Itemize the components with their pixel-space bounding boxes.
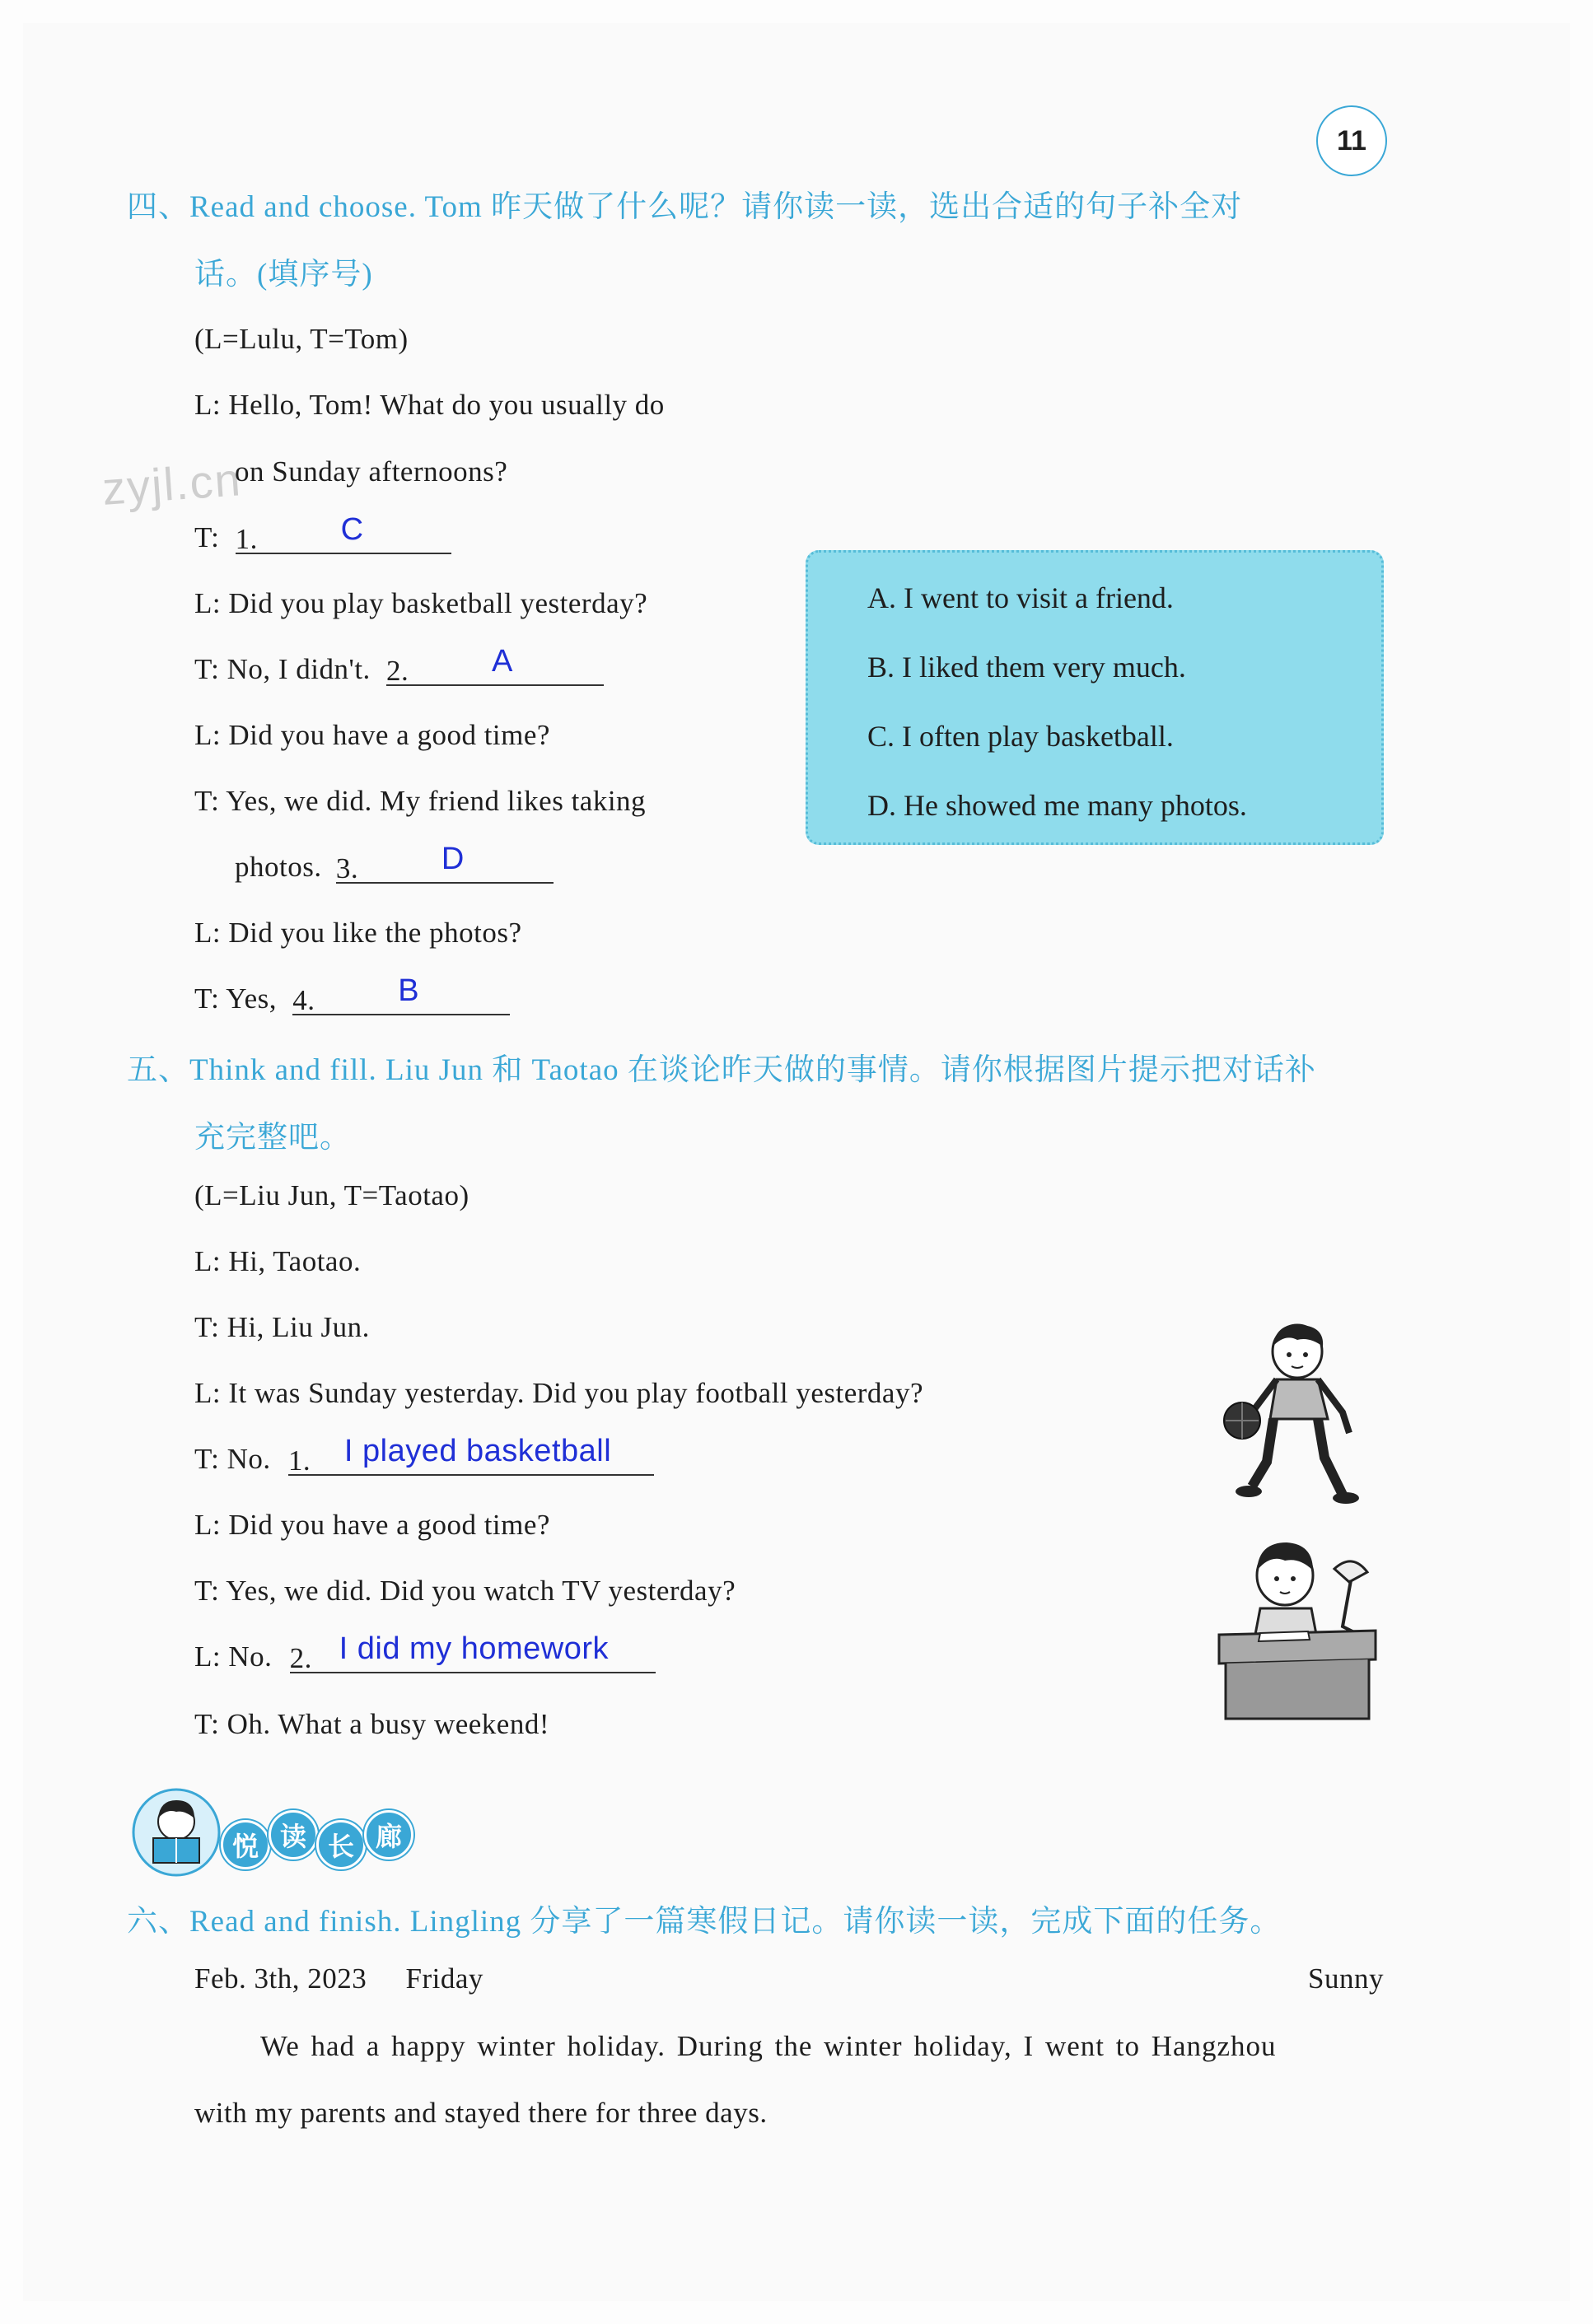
watermark: zyjl.cn bbox=[100, 453, 244, 515]
answer-1: C bbox=[340, 512, 364, 547]
s5-line-2: T: Hi, Liu Jun. bbox=[194, 1311, 370, 1343]
section4-title-line1: 四、Read and choose. Tom 昨天做了什么呢？请你读一读，选出合适的句子补全对 bbox=[127, 190, 1243, 224]
blank-label: 2. bbox=[289, 1642, 312, 1674]
answer-s5-2: I did my homework bbox=[339, 1631, 610, 1666]
line-text: photos. bbox=[235, 851, 322, 883]
banner-letter-2: 读 bbox=[269, 1810, 318, 1860]
option-b: B. I liked them very much. bbox=[867, 651, 1186, 684]
diary-paragraph-line2: with my parents and stayed there for three days. bbox=[194, 2097, 768, 2129]
answer-2: A bbox=[492, 644, 513, 679]
answer-blank-s5-2[interactable] bbox=[289, 1631, 656, 1674]
s5-line-4 bbox=[194, 1434, 654, 1477]
reading-boy-icon bbox=[130, 1787, 222, 1878]
blank-label: 4. bbox=[292, 984, 315, 1016]
s4-line-6: L: Did you have a good time? bbox=[194, 719, 550, 751]
section4-title-line2: 话。(填序号) bbox=[194, 258, 373, 292]
banner-letter-1: 悦 bbox=[221, 1820, 270, 1869]
options-box bbox=[806, 550, 1384, 845]
section6-title: 六、Read and finish. Lingling 分享了一篇寒假日记。请你读一读，完成下面的任务。 bbox=[127, 1905, 1282, 1939]
answer-3: D bbox=[441, 842, 465, 876]
reading-corridor-banner bbox=[130, 1787, 427, 1878]
workbook-page bbox=[23, 23, 1570, 2301]
s4-line-1: L: Hello, Tom! What do you usually do bbox=[194, 389, 665, 421]
speaker: T: bbox=[194, 521, 220, 553]
s5-line-6: T: Yes, we did. Did you watch TV yesterday? bbox=[194, 1575, 736, 1607]
s5-line-7 bbox=[194, 1631, 656, 1674]
answer-blank-2[interactable] bbox=[386, 644, 604, 687]
section5-title-line2: 充完整吧。 bbox=[194, 1121, 351, 1155]
blank-label: 1. bbox=[235, 523, 258, 555]
s4-line-3 bbox=[194, 512, 451, 555]
diary-date bbox=[194, 1962, 484, 1995]
line-text: T: No. bbox=[194, 1443, 271, 1475]
line-text: L: No. bbox=[194, 1640, 273, 1673]
section4-roles: (L=Lulu, T=Tom) bbox=[194, 323, 409, 355]
answer-s5-1: I played basketball bbox=[343, 1434, 612, 1468]
s4-line-5 bbox=[194, 644, 604, 687]
banner-letter-3: 长 bbox=[316, 1820, 366, 1869]
section5-roles: (L=Liu Jun, T=Taotao) bbox=[194, 1179, 469, 1211]
s5-line-3: L: It was Sunday yesterday. Did you play football yesterday? bbox=[194, 1377, 924, 1409]
line-text: T: Yes, bbox=[194, 982, 277, 1015]
page-number: 11 bbox=[1316, 105, 1387, 176]
boy-homework-illustration bbox=[1211, 1536, 1384, 1725]
answer-blank-4[interactable] bbox=[292, 973, 510, 1016]
banner-letter-4: 廊 bbox=[364, 1810, 413, 1860]
s4-line-9: L: Did you like the photos? bbox=[194, 917, 522, 949]
s5-line-8: T: Oh. What a busy weekend! bbox=[194, 1708, 549, 1740]
boy-basketball-illustration bbox=[1219, 1322, 1384, 1507]
blank-label: 3. bbox=[335, 852, 359, 884]
answer-blank-3[interactable] bbox=[335, 842, 554, 884]
answer-blank-1[interactable] bbox=[235, 512, 451, 555]
blank-label: 2. bbox=[386, 655, 409, 687]
s4-line-4: L: Did you play basketball yesterday? bbox=[194, 587, 648, 619]
answer-4: B bbox=[398, 973, 420, 1008]
diary-weather: Sunny bbox=[1308, 1962, 1384, 1995]
s5-line-5: L: Did you have a good time? bbox=[194, 1509, 550, 1541]
answer-blank-s5-1[interactable] bbox=[287, 1434, 654, 1477]
diary-paragraph-line1: We had a happy winter holiday. During the winter holiday, I went to Hangzhou bbox=[260, 2030, 1277, 2062]
s4-line-2: on Sunday afternoons? bbox=[235, 455, 508, 488]
blank-label: 1. bbox=[287, 1444, 311, 1477]
s4-line-10 bbox=[194, 973, 510, 1016]
line-text: T: No, I didn't. bbox=[194, 653, 371, 685]
diary-date-text: Feb. 3th, 2023 bbox=[194, 1962, 367, 1995]
section5-title-line1: 五、Think and fill. Liu Jun 和 Taotao 在谈论昨天做的事情。请你根据图片提示把对话补 bbox=[127, 1053, 1316, 1087]
option-c: C. I often play basketball. bbox=[867, 720, 1174, 753]
s5-line-1: L: Hi, Taotao. bbox=[194, 1245, 362, 1277]
s4-line-7: T: Yes, we did. My friend likes taking bbox=[194, 785, 647, 817]
option-d: D. He showed me many photos. bbox=[867, 789, 1247, 822]
s4-line-8 bbox=[235, 842, 554, 884]
diary-day: Friday bbox=[405, 1962, 484, 1995]
option-a: A. I went to visit a friend. bbox=[867, 581, 1174, 614]
